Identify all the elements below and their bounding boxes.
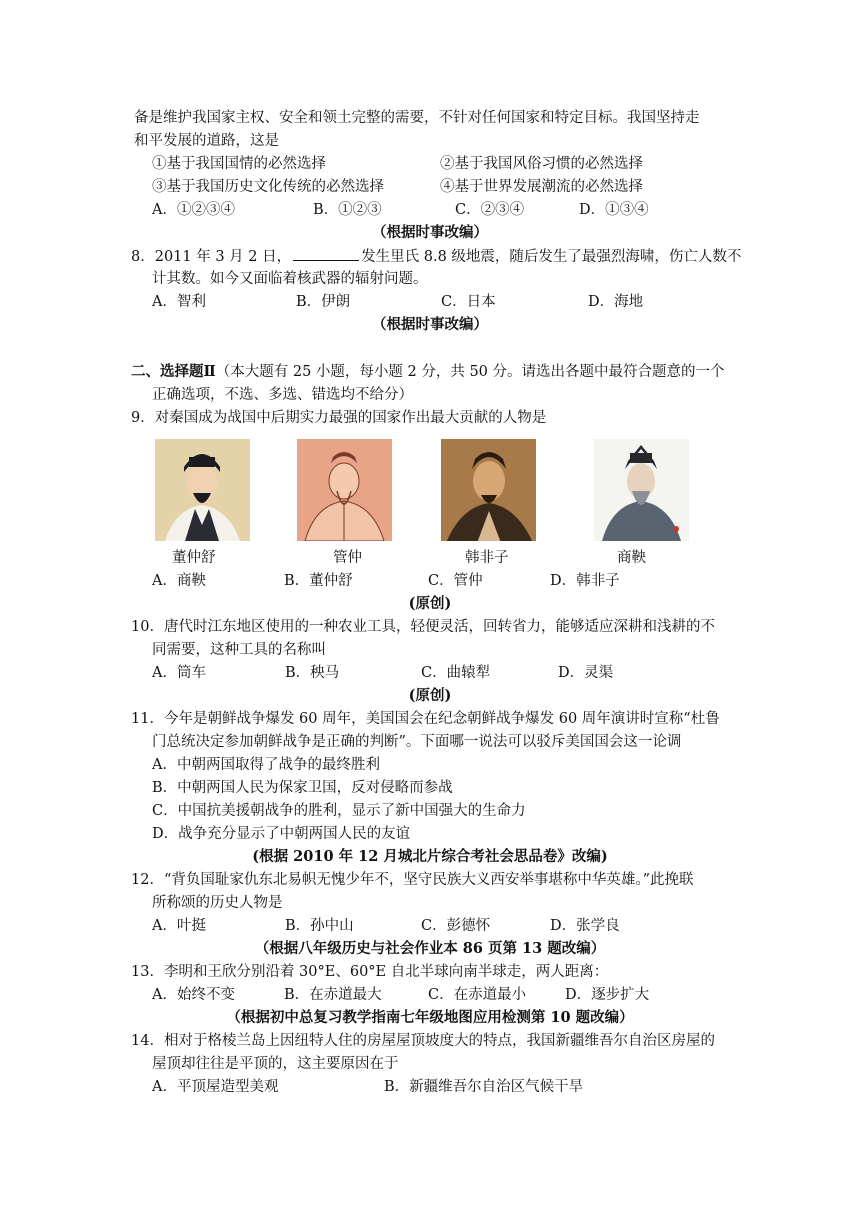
q11-stem-line2: 门总统决定参加朝鲜战争是正确的判断”。下面哪一说法可以驳斥美国国会这一论调 <box>152 734 682 750</box>
section2-desc-line2: 正确选项，不选、多选、错选均不给分） <box>152 387 413 403</box>
q8-option-a: A．智利 <box>152 294 206 310</box>
q11-option-b: B．中朝两国人民为保家卫国，反对侵略而参战 <box>152 780 453 796</box>
q13-stem: 13．李明和王欣分别沿着 30°E、60°E 自北半球向南半球走，两人距离： <box>131 964 609 980</box>
q10-option-d: D．灵渠 <box>558 665 614 681</box>
portrait-caption-4: 商鞅 <box>617 550 646 566</box>
q7-statement-2: ②基于我国风俗习惯的必然选择 <box>440 156 643 172</box>
q9-source: (原创) <box>408 595 452 612</box>
q7-option-c: C．②③④ <box>455 202 525 218</box>
q7-stem-line2: 和平发展的道路，这是 <box>134 133 279 149</box>
q8-answer-blank <box>293 246 359 261</box>
q10-option-b: B．秧马 <box>285 665 340 681</box>
portrait-han-feizi-image <box>441 439 536 541</box>
q7-source: （根据时事改编） <box>372 224 488 241</box>
q8-stem-post: 发生里氏 8.8 级地震，随后发生了最强烈海啸，伤亡人数不 <box>361 249 742 265</box>
section2-header-line1 <box>131 362 725 382</box>
q9-stem: 9．对秦国成为战国中后期实力最强的国家作出最大贡献的人物是 <box>131 410 547 426</box>
section2-title: 二、选择题Ⅱ <box>131 363 216 380</box>
q12-source: （根据八年级历史与社会作业本 86 页第 13 题改编） <box>254 940 606 957</box>
q10-option-a: A．筒车 <box>152 665 206 681</box>
portrait-caption-2: 管仲 <box>333 550 362 566</box>
q9-option-a: A．商鞅 <box>152 573 206 589</box>
q7-stem-line1: 备是维护我国家主权、安全和领土完整的需要，不针对任何国家和特定目标。我国坚持走 <box>134 110 700 126</box>
q14-stem-line1: 14．相对于格棱兰岛上因纽特人住的房屋屋顶坡度大的特点，我国新疆维吾尔自治区房屋的 <box>131 1033 715 1049</box>
q13-option-a: A．始终不变 <box>152 987 235 1003</box>
portrait-caption-1: 董仲舒 <box>172 550 216 566</box>
q8-option-b: B．伊朗 <box>296 294 351 310</box>
portrait-caption-3: 韩非子 <box>465 550 509 566</box>
q12-option-b: B．孙中山 <box>285 918 354 934</box>
q12-stem-line2: 所称颂的历史人物是 <box>152 895 283 911</box>
q11-stem-line1: 11．今年是朝鲜战争爆发 60 周年，美国国会在纪念朝鲜战争爆发 60 周年演讲时宣称“杜鲁 <box>131 711 720 727</box>
q14-option-b: B．新疆维吾尔自治区气候干旱 <box>384 1079 584 1095</box>
q10-stem-line1: 10．唐代时江东地区使用的一种农业工具，轻便灵活，回转省力，能够适应深耕和浅耕的不 <box>131 619 715 635</box>
q11-option-d: D．战争充分显示了中朝两国人民的友谊 <box>152 826 411 842</box>
q8-source: （根据时事改编） <box>372 316 488 333</box>
q11-option-a: A．中朝两国取得了战争的最终胜利 <box>152 757 380 773</box>
q7-statement-1: ①基于我国国情的必然选择 <box>152 156 326 172</box>
q7-statement-4: ④基于世界发展潮流的必然选择 <box>440 179 643 195</box>
portrait-shang-yang-image <box>594 439 689 541</box>
q8-option-c: C．日本 <box>441 294 496 310</box>
q8-stem-line2: 计其数。如今又面临着核武器的辐射问题。 <box>152 271 428 287</box>
q12-option-d: D．张学良 <box>550 918 620 934</box>
q7-option-b: B．①②③ <box>313 202 382 218</box>
q7-option-d: D．①③④ <box>579 202 649 218</box>
q13-option-c: C．在赤道最小 <box>428 987 527 1003</box>
q13-option-d: D．逐步扩大 <box>565 987 650 1003</box>
q8-stem-line1 <box>131 246 741 267</box>
q9-option-d: D．韩非子 <box>550 573 620 589</box>
q10-option-c: C．曲辕犁 <box>421 665 491 681</box>
q9-option-b: B．董仲舒 <box>284 573 353 589</box>
portrait-guan-zhong-image <box>297 439 392 541</box>
portrait-dong-zhongshu-image <box>155 439 250 541</box>
q13-option-b: B．在赤道最大 <box>284 987 382 1003</box>
q13-source: （根据初中总复习教学指南七年级地图应用检测第 10 题改编） <box>226 1009 634 1026</box>
q12-option-a: A．叶挺 <box>152 918 206 934</box>
q7-option-a: A．①②③④ <box>152 202 235 218</box>
q14-option-a: A．平顶屋造型美观 <box>152 1079 279 1095</box>
q8-stem-pre: 8．2011 年 3 月 2 日， <box>131 249 292 265</box>
section2-desc-line1: （本大题有 25 小题，每小题 2 分，共 50 分。请选出各题中最符合题意的一个 <box>215 364 725 380</box>
q7-statement-3: ③基于我国历史文化传统的必然选择 <box>152 179 384 195</box>
q11-option-c: C．中国抗美援朝战争的胜利，显示了新中国强大的生命力 <box>152 803 526 819</box>
q12-option-c: C．彭德怀 <box>421 918 491 934</box>
q14-stem-line2: 屋顶却往往是平顶的，这主要原因在于 <box>152 1056 399 1072</box>
q12-stem-line1: 12．“背负国耻家仇东北易帜无愧少年不，坚守民族大义西安举事堪称中华英雄。”此挽联 <box>131 872 694 888</box>
q8-option-d: D．海地 <box>588 294 644 310</box>
q10-stem-line2: 同需要，这种工具的名称叫 <box>152 642 326 658</box>
q10-source: (原创) <box>408 687 452 704</box>
q9-option-c: C．管仲 <box>428 573 483 589</box>
q11-source: (根据 2010 年 12 月城北片综合考社会思品卷》改编) <box>252 848 608 865</box>
